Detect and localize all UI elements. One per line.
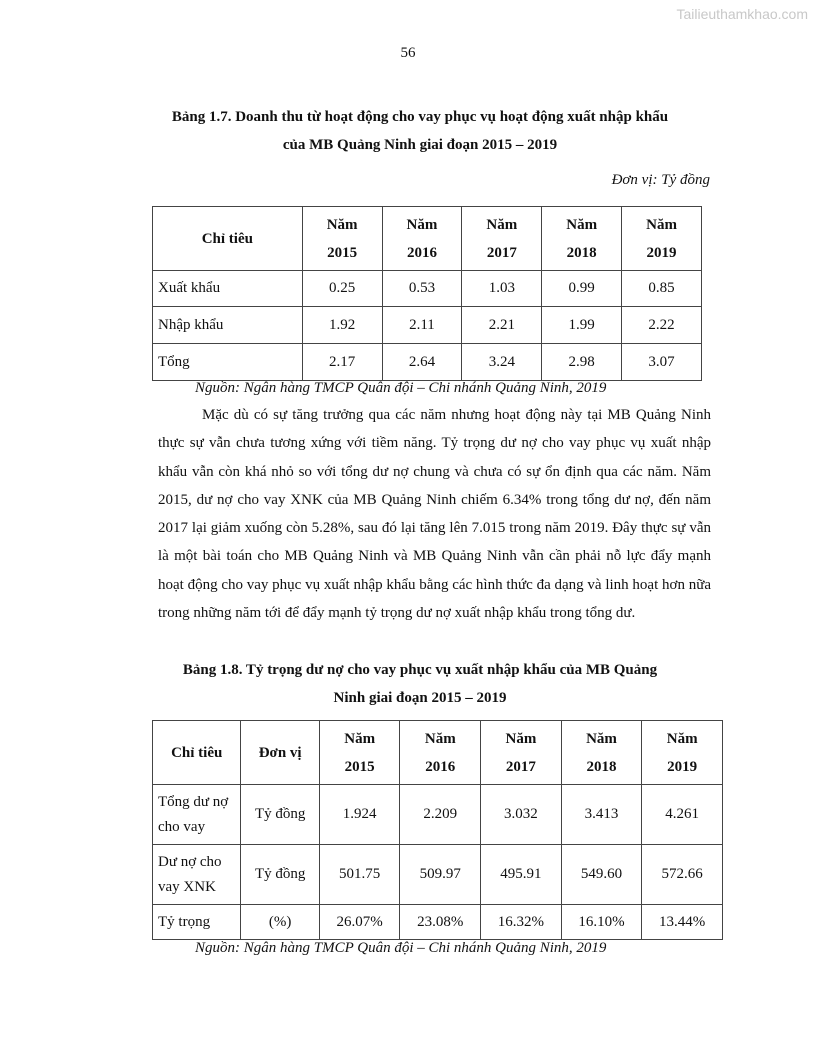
table-cell: 0.99	[542, 271, 622, 307]
table-cell: 0.85	[622, 271, 702, 307]
table1-header-year: Năm 2018	[542, 207, 622, 271]
table1-header-indicator: Chỉ tiêu	[153, 207, 303, 271]
table-cell-unit: Tỷ đồng	[241, 845, 319, 905]
table-cell: 13.44%	[642, 905, 723, 940]
table-cell: 572.66	[642, 845, 723, 905]
watermark: Tailieuthamkhao.com	[676, 6, 808, 22]
row-label: Tổng dư nợ cho vay	[153, 785, 241, 845]
table2-header-year: Năm 2016	[400, 721, 481, 785]
table-cell: 2.209	[400, 785, 481, 845]
table-cell: 1.03	[462, 271, 542, 307]
table-cell: 549.60	[561, 845, 642, 905]
page-number: 56	[400, 45, 416, 61]
table-cell: 0.25	[302, 271, 382, 307]
table-cell: 2.21	[462, 307, 542, 344]
table2-header-indicator: Chỉ tiêu	[153, 721, 241, 785]
table-cell: 2.64	[382, 344, 462, 381]
table-cell: 26.07%	[319, 905, 400, 940]
table-row	[153, 307, 702, 344]
table-cell: 23.08%	[400, 905, 481, 940]
table-cell: 501.75	[319, 845, 400, 905]
table2-header-year: Năm 2018	[561, 721, 642, 785]
table2-header-unit: Đơn vị	[241, 721, 319, 785]
table1-header-year: Năm 2017	[462, 207, 542, 271]
row-label: Xuất khẩu	[153, 271, 303, 307]
table-row	[153, 271, 702, 307]
table-cell: 16.10%	[561, 905, 642, 940]
table-cell: 3.24	[462, 344, 542, 381]
table-cell-unit: Tỷ đồng	[241, 785, 319, 845]
table-row	[153, 785, 723, 845]
table-cell: 2.17	[302, 344, 382, 381]
table2-header-year: Năm 2017	[481, 721, 562, 785]
table1-source: Nguồn: Ngân hàng TMCP Quân đội – Chi nhánh Quảng Ninh, 2019	[195, 380, 607, 396]
row-label: Tổng	[153, 344, 303, 381]
table1-header-year: Năm 2015	[302, 207, 382, 271]
table-cell: 1.92	[302, 307, 382, 344]
table-cell: 16.32%	[481, 905, 562, 940]
table-cell-unit: (%)	[241, 905, 319, 940]
table2-caption	[120, 656, 720, 712]
table2-header-year: Năm 2015	[319, 721, 400, 785]
table-cell: 0.53	[382, 271, 462, 307]
table2-header-row	[153, 721, 723, 785]
row-label: Dư nợ cho vay XNK	[153, 845, 241, 905]
table1-caption-line1: Bảng 1.7. Doanh thu từ hoạt động cho vay phục vụ hoạt động xuất nhập khẩu	[171, 109, 669, 125]
table-row	[153, 344, 702, 381]
table-cell: 2.22	[622, 307, 702, 344]
table1-header-year: Năm 2019	[622, 207, 702, 271]
table-cell: 3.032	[481, 785, 562, 845]
table1	[152, 206, 702, 381]
table-cell: 1.924	[319, 785, 400, 845]
table1-caption	[120, 103, 720, 159]
table-cell: 3.07	[622, 344, 702, 381]
table2-caption-line2: Ninh giai đoạn 2015 – 2019	[333, 690, 507, 706]
table-cell: 3.413	[561, 785, 642, 845]
table-cell: 2.98	[542, 344, 622, 381]
row-label: Tỷ trọng	[153, 905, 241, 940]
table1-header-year: Năm 2016	[382, 207, 462, 271]
table-row	[153, 905, 723, 940]
table-cell: 495.91	[481, 845, 562, 905]
table-cell: 1.99	[542, 307, 622, 344]
table-cell: 2.11	[382, 307, 462, 344]
row-label: Nhập khẩu	[153, 307, 303, 344]
table1-unit: Đơn vị: Tỷ đồng	[611, 172, 710, 188]
body-paragraph: Mặc dù có sự tăng trưởng qua các năm nhưng hoạt động này tại MB Quảng Ninh thực sự vẫn chưa tương xứng với tiềm năng. Tỷ trọng dư nợ cho vay phục vụ xuất nhập khẩu vẫn còn khá nhỏ so với tổng dư nợ chung và chưa có sự ổn định qua các năm. Năm 2015, dư nợ cho vay XNK của MB Quảng Ninh chiếm 6.34% trong tổng dư nợ, đến năm 2017 lại giảm xuống còn 5.28%, sau đó lại tăng lên 7.015 trong năm 2019. Đây thực sự vẫn là một bài toán cho MB Quảng Ninh và MB Quảng Ninh vẫn cần phải nỗ lực đẩy mạnh hoạt động cho vay phục vụ xuất nhập khẩu bằng các hình thức đa dạng và linh hoạt hơn nữa trong những năm tới để đẩy mạnh tỷ trọng dư nợ xuất nhập khẩu trong tổng dư.	[158, 407, 711, 622]
table-row	[153, 845, 723, 905]
table2-header-year: Năm 2019	[642, 721, 723, 785]
table1-caption-line2: của MB Quảng Ninh giai đoạn 2015 – 2019	[282, 137, 558, 153]
table-cell: 4.261	[642, 785, 723, 845]
table2	[152, 720, 723, 940]
table-cell: 509.97	[400, 845, 481, 905]
table2-caption-line1: Bảng 1.8. Tỷ trọng dư nợ cho vay phục vụ xuất nhập khẩu của MB Quảng	[182, 662, 658, 678]
table2-source: Nguồn: Ngân hàng TMCP Quân đội – Chi nhánh Quảng Ninh, 2019	[195, 940, 607, 956]
table1-header-row	[153, 207, 702, 271]
